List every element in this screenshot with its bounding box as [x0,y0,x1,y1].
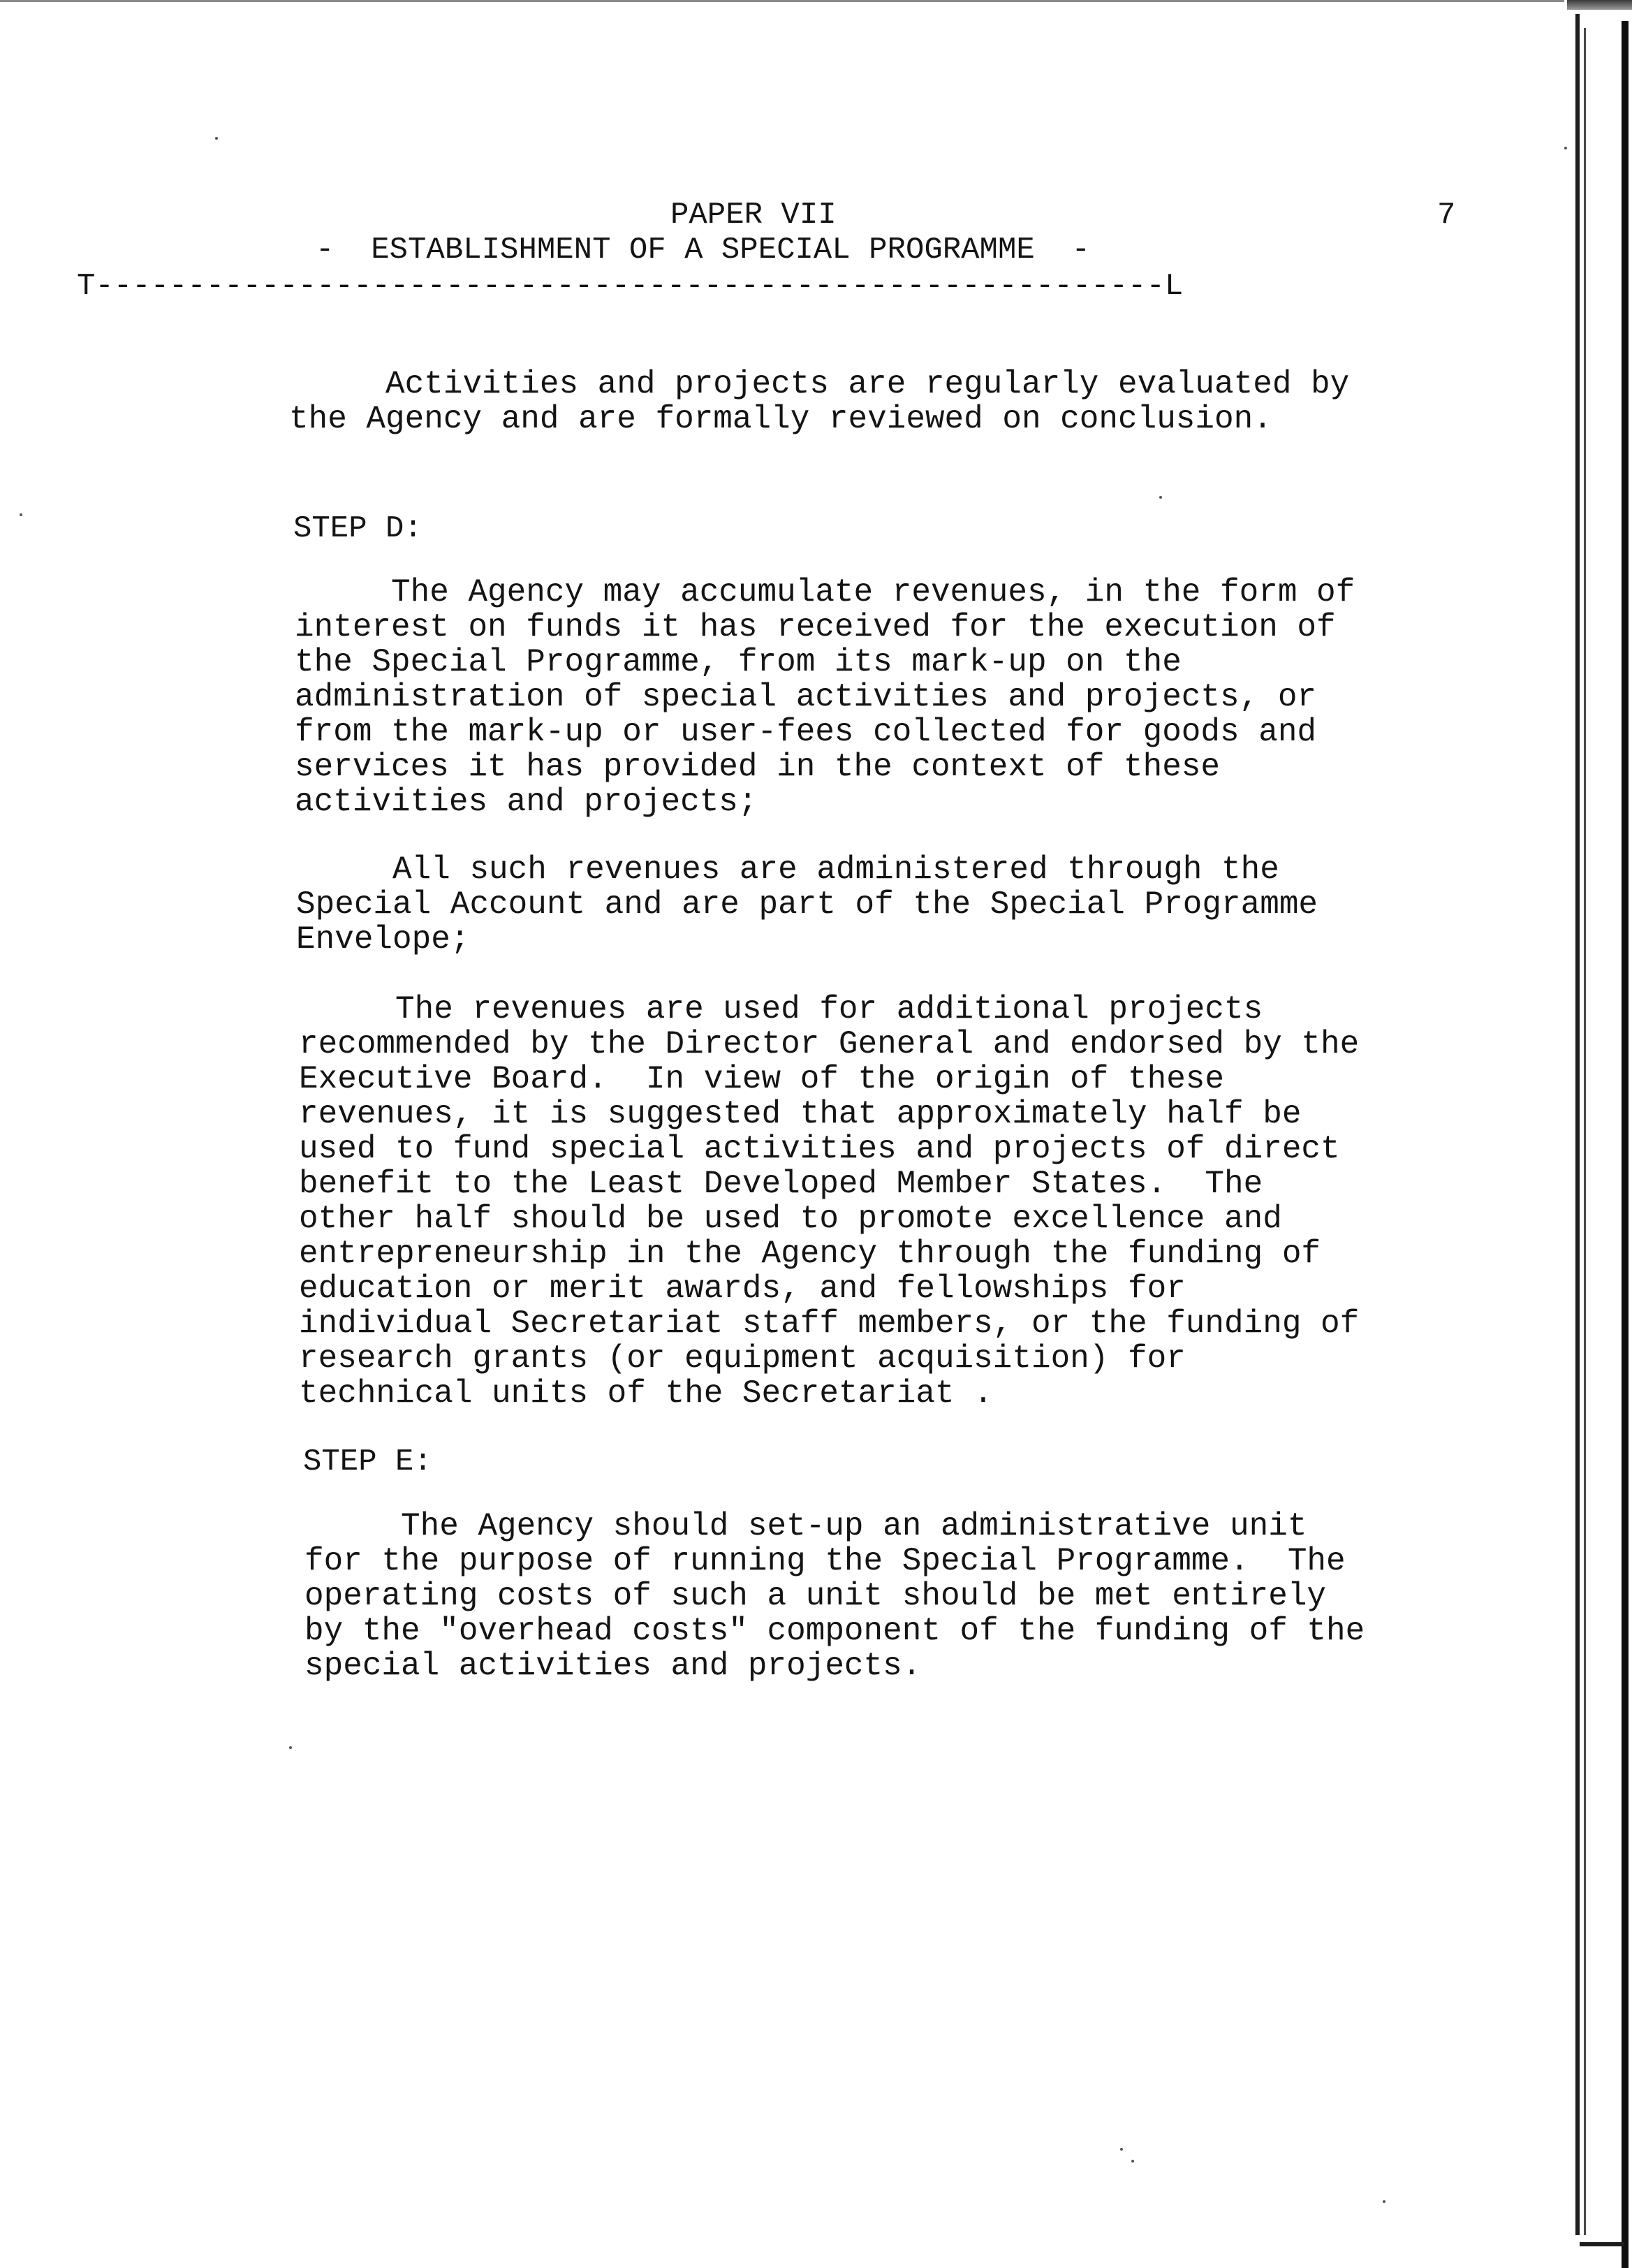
scan-speck [1159,496,1162,499]
scan-speck [1564,147,1567,149]
paragraph-step-e-1: The Agency should set-up an administrative unit for the purpose of running the Special Programme. The operating costs of such a unit should be met entirely by the "overhead costs" component of the funding of the special activities and projects. [304,1508,1365,1684]
header-rule: T----------------------------------------------------------L [77,269,1184,304]
paragraph-step-d-2: All such revenues are administered through the Special Account and are part of the Special Programme Envelope; [296,851,1318,958]
scan-speck [1383,2200,1385,2203]
scan-edge-line [1584,28,1586,2235]
scan-edge-shadow [1567,0,1632,10]
step-d-heading: STEP D: [293,511,422,546]
scan-speck [215,137,218,140]
page-title: PAPER VII [670,198,837,233]
page-number: 7 [1437,198,1456,233]
scan-speck [20,513,22,516]
scan-binding-edge [1567,0,1632,2268]
scan-edge-line [1622,21,1629,2268]
paragraph-step-d-1: The Agency may accumulate revenues, in the form of interest on funds it has received for the execution of the Special Programme, from its mark-up on the administration of special activities and projects, or from the mark-up or user-fees collected for goods and services it has provided in the context of these activities and projects; [295,574,1355,820]
scan-speck [1131,2160,1134,2163]
page-subtitle: - ESTABLISHMENT OF A SPECIAL PROGRAMME - [316,233,1090,268]
step-e-heading: STEP E: [303,1444,432,1479]
scan-top-edge [0,0,1564,2]
paragraph-evaluation: Activities and projects are regularly evaluated by the Agency and are formally reviewed on conclusion. [289,366,1350,437]
scan-speck [289,1746,292,1749]
scan-speck [1120,2148,1123,2151]
scan-edge-line [1575,14,1580,2235]
paragraph-step-d-3: The revenues are used for additional projects recommended by the Director General and endorsed by the Executive Board. In view of the origin of these revenues, it is suggested that approximately half be used to fund special activities and projects of direct benefit to the Least Developed Member States. The other half should be used to promote excellence and entrepreneurship in the Agency through the funding of education or merit awards, and fellowships for individual Secretariat staff members, or the funding of research grants (or equipment acquisition) for technical units of the Secretariat . [299,991,1360,1412]
scan-edge-bracket [1580,2242,1624,2246]
